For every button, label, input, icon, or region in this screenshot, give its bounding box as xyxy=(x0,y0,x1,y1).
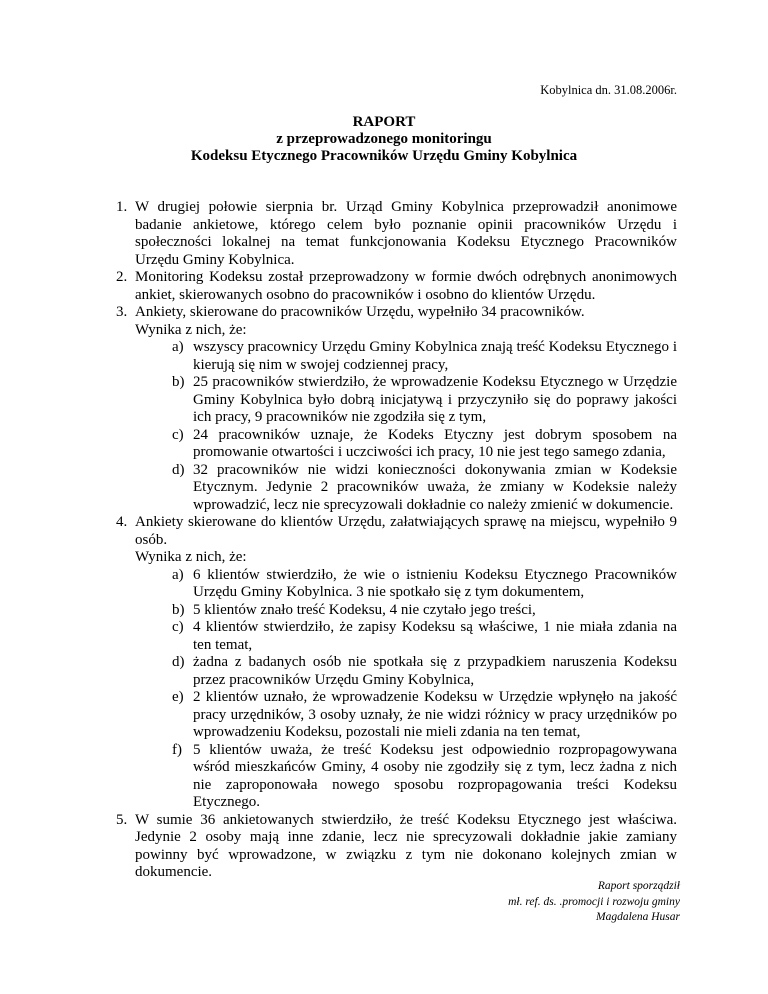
signature-block xyxy=(508,879,680,926)
sub-item-letter: c) xyxy=(172,619,184,635)
sub-item-letter: e) xyxy=(172,689,184,705)
sub-list-item xyxy=(172,374,677,427)
sub-item-letter: a) xyxy=(172,566,184,583)
sub-list-item xyxy=(172,741,677,812)
item-number: 3. xyxy=(116,304,128,320)
sub-list-item xyxy=(172,461,677,515)
sub-item-letter: d) xyxy=(172,654,185,670)
report-title xyxy=(0,114,768,165)
sub-list-item xyxy=(172,689,677,742)
list-item xyxy=(116,514,677,812)
item-number: 5. xyxy=(116,811,128,828)
signature-line-2: mł. ref. ds. .promocji i rozwoju gminy xyxy=(508,895,680,908)
sub-item-letter: d) xyxy=(172,461,185,478)
item-intro: Wynika z nich, że: xyxy=(135,549,247,565)
sub-list xyxy=(135,567,677,812)
sub-list-item xyxy=(172,566,677,602)
item-number: 2. xyxy=(116,269,128,285)
document-date: Kobylnica dn. 31.08.2006r. xyxy=(540,83,677,97)
item-text: Ankiety skierowane do klientów Urzędu, załatwiających sprawę na miejscu, wypełniło 9 osób. xyxy=(135,514,677,548)
sub-item-letter: b) xyxy=(172,374,185,390)
sub-item-letter: f) xyxy=(172,741,182,758)
item-number: 1. xyxy=(116,199,128,215)
list-item xyxy=(116,304,677,514)
list-item xyxy=(116,199,677,269)
signature-line-1: Raport sporządził xyxy=(597,880,680,892)
item-intro: Wynika z nich, że: xyxy=(135,321,247,338)
item-text: Monitoring Kodeksu został przeprowadzony w formie dwóch odrębnych anonimowych ankiet, skierowanych osobno do pracowników i osobno do klientów Urzędu. xyxy=(135,269,677,303)
sub-item-text: wszyscy pracownicy Urzędu Gminy Kobylnica znają treść Kodeksu Etycznego i kierują się nim w swojej codziennej pracy, xyxy=(193,339,677,373)
item-number: 4. xyxy=(116,514,128,530)
list-item xyxy=(116,811,677,882)
sub-item-letter: c) xyxy=(172,426,184,443)
title-line-3: Kodeksu Etycznego Pracowników Urzędu Gminy Kobylnica xyxy=(190,148,578,164)
sub-item-text: 32 pracowników nie widzi konieczności dokonywania zmian w Kodeksie Etycznym. Jedynie 2 pracowników uważa, że zmiany w Kodeksie należy wprowadzić, lecz nie sprecyzowali dokładnie co należy zmienić w dokumencie. xyxy=(193,461,677,513)
sub-item-letter: b) xyxy=(172,601,185,618)
sub-item-text: żadna z badanych osób nie spotkała się z przypadkiem naruszenia Kodeksu przez pracowników Urzędu Gminy Kobylnica, xyxy=(193,654,677,688)
sub-item-text: 2 klientów uznało, że wprowadzenie Kodeksu w Urzędzie wpłynęło na jakość pracy urzędników, 3 osoby uznały, że nie widzi różnicy w pracy urzędników po wprowadzeniu Kodeksu, pozostali nie mieli zdania na ten temat, xyxy=(193,689,677,740)
sub-list-item xyxy=(172,426,677,462)
sub-item-text: 5 klientów znało treść Kodeksu, 4 nie czytało jego treści, xyxy=(193,601,536,618)
sub-item-text: 25 pracowników stwierdziło, że wprowadzenie Kodeksu Etycznego w Urzędzie Gminy Kobylnica było dobrą inicjatywą i przyczyniło się do poprawy jakości ich pracy, 9 pracowników nie zgodziła się z tym, xyxy=(193,374,677,425)
sub-item-text: 5 klientów uważa, że treść Kodeksu jest odpowiednio rozpropagowywana wśród mieszkańców Gminy, 4 osoby nie zgodziły się z tym, lecz żadna z nich nie zaproponowała nowego sposobu rozpropagowania treści Kodeksu Etycznego. xyxy=(193,741,677,810)
sub-item-text: 6 klientów stwierdziło, że wie o istnieniu Kodeksu Etycznego Pracowników Urzędu Gminy Kobylnica. 3 nie spotkało się z tym dokumentem, xyxy=(193,566,677,600)
title-line-1: RAPORT xyxy=(352,114,416,130)
sub-list-item xyxy=(172,339,677,374)
sub-list xyxy=(135,339,677,514)
sub-item-text: 24 pracowników uznaje, że Kodeks Etyczny jest dobrym sposobem na promowanie otwartości i uczciwości ich pracy, 10 nie jest tego samego zdania, xyxy=(193,426,677,460)
report-body xyxy=(116,199,677,882)
item-text: W sumie 36 ankietowanych stwierdziło, że treść Kodeksu Etycznego jest właściwa. Jedynie 2 osoby mają inne zdanie, lecz nie sprecyzowali dokładnie jakie zamiany powinny być wprowadzone, w związku z tym nie dokonano kolejnych zmian w dokumencie. xyxy=(135,811,677,880)
signature-line-3: Magdalena Husar xyxy=(595,911,680,923)
item-text: W drugiej połowie sierpnia br. Urząd Gminy Kobylnica przeprowadził anonimowe badanie ankietowe, którego celem było poznanie opinii pracowników Urzędu i społeczności lokalnej na temat funkcjonowania Kodeksu Etycznego Pracowników Urzędu Gminy Kobylnica. xyxy=(135,199,677,268)
item-text: Ankiety, skierowane do pracowników Urzędu, wypełniło 34 pracowników. xyxy=(135,304,585,320)
list-item xyxy=(116,269,677,304)
sub-list-item xyxy=(172,601,677,620)
sub-list-item xyxy=(172,654,677,689)
sub-list-item xyxy=(172,619,677,654)
title-line-2: z przeprowadzonego monitoringu xyxy=(276,131,492,147)
sub-item-text: 4 klientów stwierdziło, że zapisy Kodeksu są właściwe, 1 nie miała zdania na ten temat, xyxy=(193,619,677,653)
main-list xyxy=(116,199,677,882)
sub-item-letter: a) xyxy=(172,339,184,355)
